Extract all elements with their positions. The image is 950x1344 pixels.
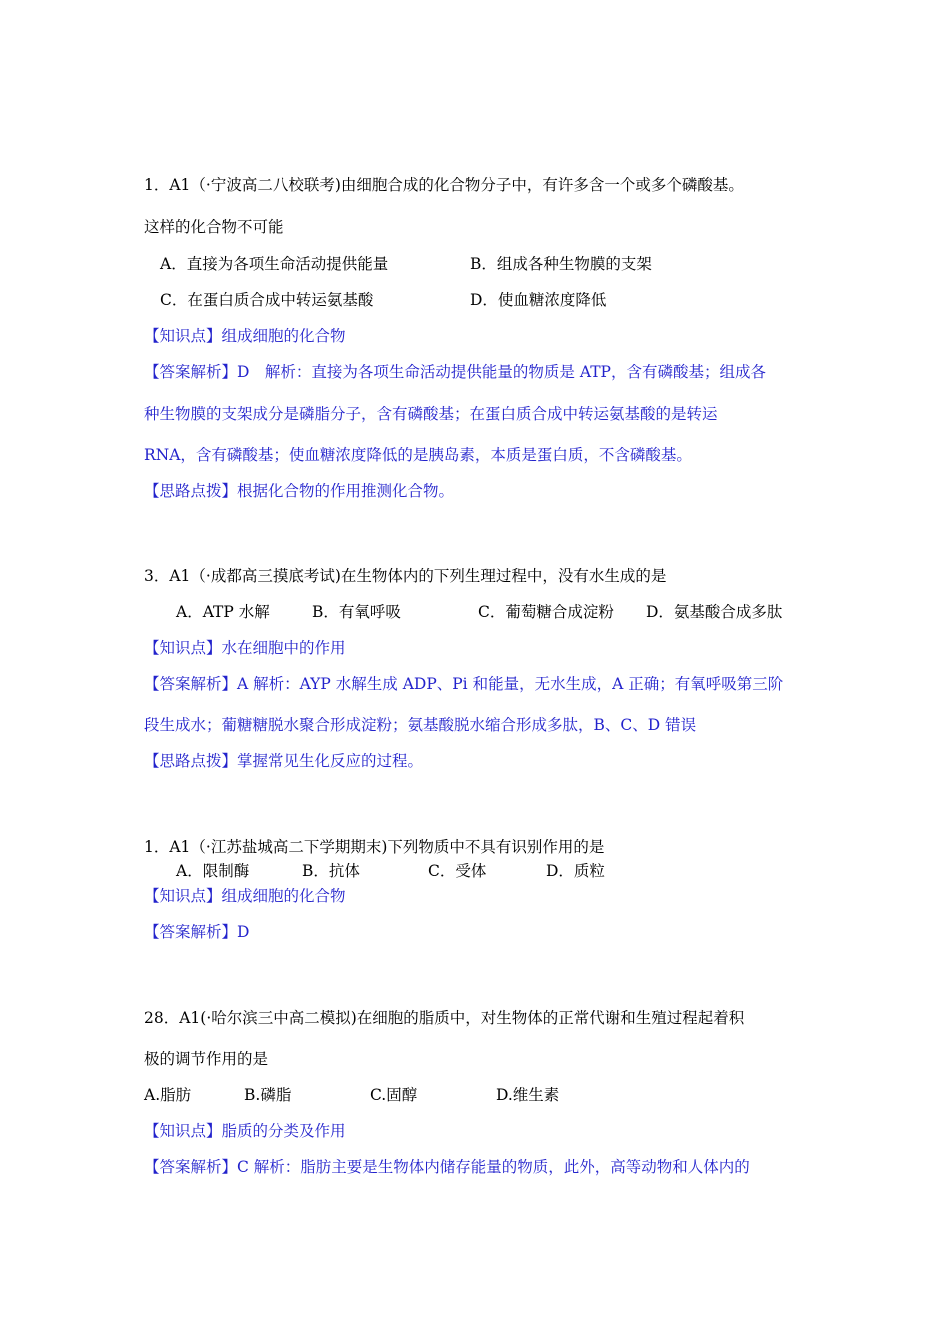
question-4-option-d: D.维生素: [496, 1086, 560, 1104]
question-2-stem: 3．A1（·成都高三摸底考试)在生物体内的下列生理过程中，没有水生成的是: [144, 567, 667, 585]
question-1-option-a: A．直接为各项生命活动提供能量: [160, 255, 389, 273]
question-3-stem: 1．A1（·江苏盐城高二下学期期末)下列物质中不具有识别作用的是: [144, 838, 605, 856]
question-2-option-c: C．葡萄糖合成淀粉: [478, 603, 614, 621]
question-3-knowledge-point: 【知识点】组成细胞的化合物: [144, 887, 346, 905]
question-1-stem: 1．A1（·宁波高二八校联考)由细胞合成的化合物分子中，有许多含一个或多个磷酸基。: [144, 176, 744, 194]
question-4-option-c: C.固醇: [370, 1086, 418, 1104]
question-1-analysis-line: 种生物膜的支架成分是磷脂分子，含有磷酸基；在蛋白质合成中转运氨基酸的是转运: [144, 405, 718, 423]
question-4-option-a: A.脂肪: [144, 1086, 192, 1104]
question-2-option-a: A．ATP 水解: [176, 603, 270, 621]
question-4-option-b: B.磷脂: [244, 1086, 292, 1104]
question-3-option-b: B．抗体: [302, 862, 360, 880]
question-2-option-b: B．有氧呼吸: [312, 603, 401, 621]
question-2-analysis-line: 【答案解析】A 解析：AYP 水解生成 ADP、Pi 和能量，无水生成，A 正确；有氧呼吸第三阶: [144, 675, 784, 693]
question-2-hint: 【思路点拨】掌握常见生化反应的过程。: [144, 752, 424, 770]
question-2-knowledge-point: 【知识点】水在细胞中的作用: [144, 639, 346, 657]
question-3-analysis-line: 【答案解析】D: [144, 923, 250, 941]
question-1-option-c: C．在蛋白质合成中转运氨基酸: [160, 291, 374, 309]
question-1-analysis-line: RNA，含有磷酸基；使血糖浓度降低的是胰岛素，本质是蛋白质，不含磷酸基。: [144, 446, 692, 464]
question-1-option-d: D．使血糖浓度降低: [470, 291, 607, 309]
question-2-option-d: D．氨基酸合成多肽: [646, 603, 783, 621]
question-1-stem-cont: 这样的化合物不可能: [144, 218, 284, 236]
question-3-option-c: C．受体: [428, 862, 487, 880]
question-4-stem-cont: 极的调节作用的是: [144, 1050, 269, 1068]
question-4-analysis-line: 【答案解析】C 解析：脂肪主要是生物体内储存能量的物质，此外，高等动物和人体内的: [144, 1158, 750, 1176]
question-1-analysis-line: 【答案解析】D 解析：直接为各项生命活动提供能量的物质是 ATP，含有磷酸基；组成各: [144, 363, 766, 381]
question-4-knowledge-point: 【知识点】脂质的分类及作用: [144, 1122, 346, 1140]
question-1-option-b: B．组成各种生物膜的支架: [470, 255, 652, 273]
question-4-stem: 28．A1(·哈尔滨三中高二模拟)在细胞的脂质中，对生物体的正常代谢和生殖过程起着积: [144, 1009, 745, 1027]
question-3-option-d: D．质粒: [546, 862, 605, 880]
question-2-analysis-line: 段生成水；葡糖糖脱水聚合形成淀粉；氨基酸脱水缩合形成多肽，B、C、D 错误: [144, 716, 697, 734]
question-1-hint: 【思路点拨】根据化合物的作用推测化合物。: [144, 482, 455, 500]
question-3-option-a: A．限制酶: [176, 862, 250, 880]
question-1-knowledge-point: 【知识点】组成细胞的化合物: [144, 327, 346, 345]
